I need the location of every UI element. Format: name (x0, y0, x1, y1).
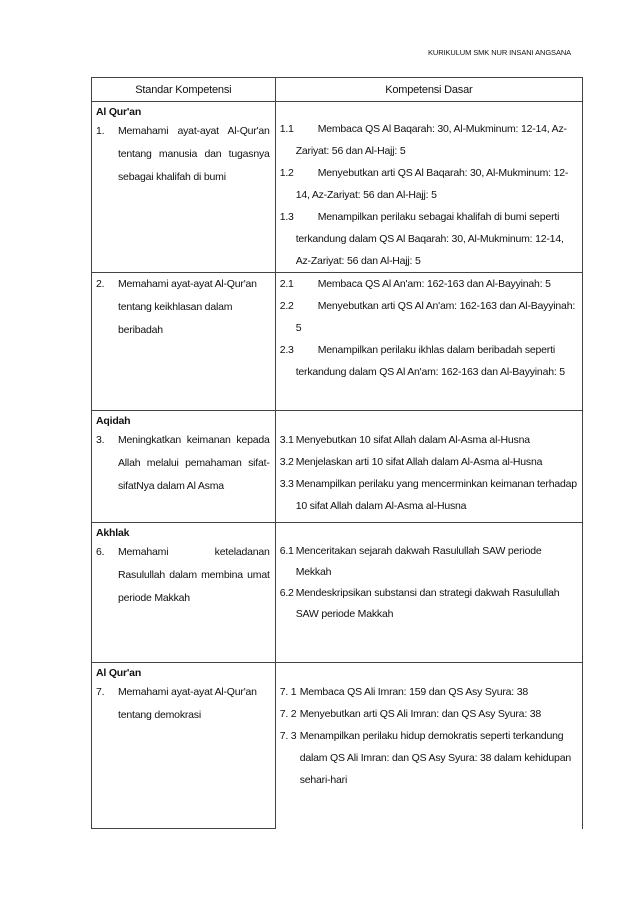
table-row (92, 273, 583, 411)
kd-text: Menyebutkan 10 sifat Allah dalam Al-Asma al-Husna (295, 434, 530, 446)
kd-number: 3.1 (279, 434, 294, 446)
kd-text: Membaca QS Al Baqarah: 30, Al-Mukminum: 12-14, Az-Zariyat: 56 dan Al-Hajj: 5 (295, 123, 567, 157)
kd-text: Menjelaskan arti 10 sifat Allah dalam Al-Asma al-Husna (295, 456, 543, 468)
sk-number: 6. (96, 546, 105, 558)
kd-text: Menyebutkan arti QS Al Baqarah: 30, Al-Mukminum: 12-14, Az-Zariyat: 56 dan Al-Hajj: 5 (295, 167, 569, 201)
table-row (92, 102, 583, 273)
kd-item (276, 162, 582, 206)
kd-text: Menampilkan perilaku hidup demokratis seperti terkandung dalam QS Ali Imran: dan QS Asy Syura: 38 dalam kehidupan sehari-hari (299, 730, 571, 786)
kd-text: Membaca QS Ali Imran: 159 dan QS Asy Syura: 38 (299, 686, 529, 698)
kd-text: Menyebutkan arti QS Ali Imran: dan QS Asy Syura: 38 (299, 708, 542, 720)
kd-item (276, 339, 582, 383)
sk-item (92, 429, 275, 498)
sk-text: Memahami keteladanan Rasulullah dalam membina umat periode Makkah (118, 546, 270, 604)
sk-item (92, 273, 275, 342)
sk-number: 7. (96, 686, 105, 698)
table-row (92, 663, 583, 829)
curriculum-table (91, 77, 583, 829)
kd-number: 7. 3 (279, 730, 297, 742)
kd-text: Menyebutkan arti QS Al An'am: 162-163 dan Al-Bayyinah: 5 (295, 300, 576, 334)
sk-text: Meningkatkan keimanan kepada Allah melalui pemahaman sifat-sifatNya dalam Al Asma (118, 434, 270, 492)
sk-text: Memahami ayat-ayat Al-Qur'an tentang manusia dan tugasnya sebagai khalifah di bumi (118, 125, 270, 183)
kd-number: 2.1 (279, 278, 294, 290)
sk-item (92, 120, 275, 189)
kd-number: 2.2 (279, 300, 294, 312)
kd-item (276, 583, 582, 625)
kd-cell (275, 523, 582, 663)
kd-number: 1.1 (279, 123, 294, 135)
kd-cell (275, 663, 582, 829)
sk-number: 1. (96, 125, 105, 137)
table-row (92, 523, 583, 663)
col-header-standar-kompetensi: Standar Kompetensi (92, 78, 276, 102)
table-row (92, 411, 583, 523)
sk-cell (92, 523, 276, 663)
kd-item (276, 451, 582, 473)
kd-text: Menampilkan perilaku sebagai khalifah di bumi seperti terkandung dalam QS Al Baqarah: 30, Al-Mukminum: 12-14, Az-Zariyat: 56 dan Al-Hajj: 5 (295, 211, 564, 267)
kd-item (276, 295, 582, 339)
section-title: Al Qur'an (96, 667, 142, 679)
sk-cell (92, 273, 276, 411)
sk-item (92, 681, 275, 727)
sk-number: 2. (96, 278, 105, 290)
kd-item (276, 541, 582, 583)
kd-number: 3.3 (279, 478, 294, 490)
sk-cell (92, 102, 276, 273)
kd-number: 7. 2 (279, 708, 297, 720)
kd-number: 7. 1 (279, 686, 297, 698)
kd-item (276, 725, 582, 791)
kd-number: 1.3 (279, 211, 294, 223)
kd-cell (275, 411, 582, 523)
kd-text: Mendeskripsikan substansi dan strategi dakwah Rasulullah SAW periode Makkah (295, 587, 560, 620)
section-title: Aqidah (96, 415, 131, 427)
kd-item (276, 273, 582, 295)
section-title: Al Qur'an (96, 106, 142, 118)
sk-cell (92, 663, 276, 829)
sk-text: Memahami ayat-ayat Al-Qur'an tentang keikhlasan dalam beribadah (118, 278, 257, 336)
col-header-kompetensi-dasar: Kompetensi Dasar (275, 78, 582, 102)
kd-item (276, 118, 582, 162)
kd-item (276, 473, 582, 517)
kd-cell (275, 273, 582, 411)
sk-cell (92, 411, 276, 523)
kd-item (276, 703, 582, 725)
kd-text: Membaca QS Al An'am: 162-163 dan Al-Bayyinah: 5 (317, 278, 551, 290)
kd-item (276, 206, 582, 272)
sk-number: 3. (96, 434, 105, 446)
section-title: Akhlak (96, 527, 130, 539)
document-header: KURIKULUM SMK NUR INSANI ANGSANA (428, 48, 572, 57)
sk-text: Memahami ayat-ayat Al-Qur'an tentang demokrasi (118, 686, 257, 721)
kd-number: 2.3 (279, 344, 294, 356)
kd-item (276, 681, 582, 703)
kd-number: 1.2 (279, 167, 294, 179)
kd-number: 3.2 (279, 456, 294, 468)
kd-number: 6.2 (279, 587, 294, 599)
kd-text: Menceritakan sejarah dakwah Rasulullah SAW periode Mekkah (295, 545, 542, 578)
kd-text: Menampilkan perilaku yang mencerminkan keimanan terhadap 10 sifat Allah dalam Al-Asma al-Husna (295, 478, 577, 512)
sk-item (92, 541, 275, 610)
kd-item (276, 429, 582, 451)
kd-text: Menampilkan perilaku ikhlas dalam beribadah seperti terkandung dalam QS Al An'am: 162-163 dan Al-Bayyinah: 5 (295, 344, 565, 378)
table-header-row (92, 78, 583, 102)
kd-number: 6.1 (279, 545, 294, 557)
kd-cell (275, 102, 582, 273)
